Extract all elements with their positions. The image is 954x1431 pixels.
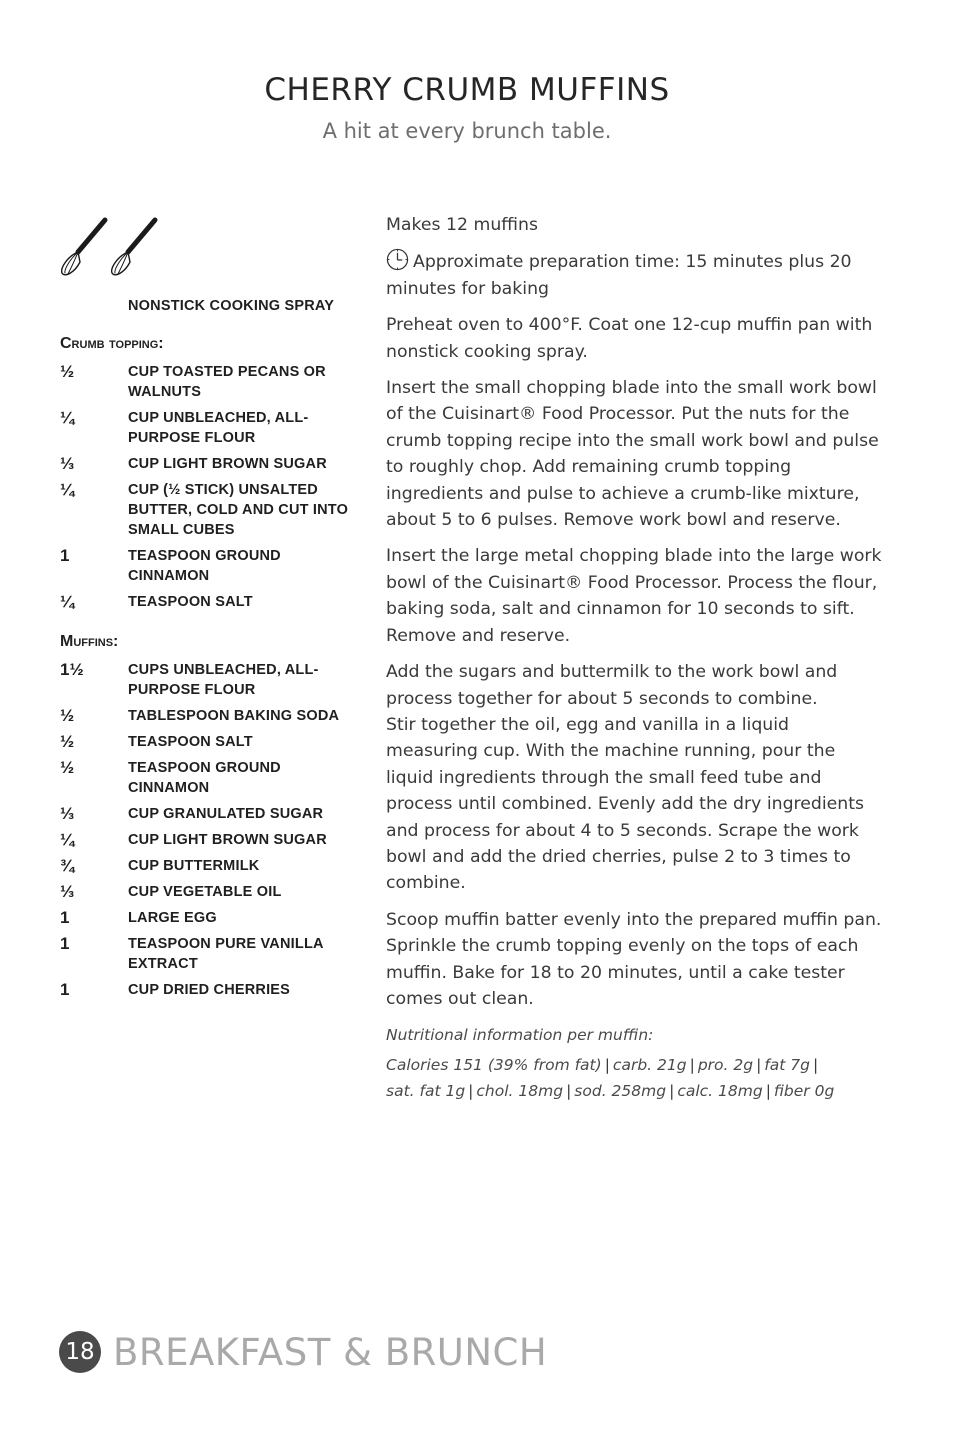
ingredient-row [60,592,350,612]
prep-time [386,248,882,302]
ingredient-row [60,908,350,928]
ingredient-row [60,804,350,824]
ingredient-row [60,546,350,586]
crumb-topping-heading: Crumb topping: [60,335,164,352]
nutrition-heading: Nutritional information per muffin: [386,1026,654,1045]
ingredient-text: CUP TOASTED PECANS OR WALNUTS [128,364,326,400]
nutrition-item: carb. 21g [612,1056,687,1075]
ingredient-qty: ¼ [60,480,75,499]
ingredient-qty: ½ [60,758,75,777]
nutrition-item: sod. 258mg [574,1082,667,1101]
ingredient-text: TEASPOON PURE VANILLA EXTRACT [128,936,324,972]
ingredient-row [60,706,350,726]
ingredient-row [60,882,350,902]
step-4b: Stir together the oil, egg and vanilla in a liquid measuring cup. With the machine running, pour the liquid ingredients through the small feed tube and process until combined. Evenly add the dry ingredients and process for about 4 to 5 seconds. Scrape the work bowl and add the dried cherries, pulse 2 to 3 times to combine. [386,714,865,894]
ingredient-text: CUP DRIED CHERRIES [128,982,291,998]
recipe-subtitle: A hit at every brunch table. [322,119,612,143]
nutrition-separator: | [468,1082,474,1101]
ingredient-text: TEASPOON GROUND CINNAMON [128,760,281,796]
chapter-name: BREAKFAST & BRUNCH [113,1330,548,1374]
ingredient-row [60,732,350,752]
page-number: 18 [59,1331,101,1373]
nutrition-separator: | [669,1082,675,1101]
nutrition-facts [386,1052,882,1104]
ingredient-text: CUP LIGHT BROWN SUGAR [128,456,327,472]
ingredient-qty: ⅓ [60,454,75,473]
step-4a: Add the sugars and buttermilk to the work bowl and process together for about 5 seconds to combine. [386,662,838,709]
ingredient-qty: 1½ [60,660,84,679]
ingredient-qty: ¼ [60,830,75,849]
ingredient-qty: ½ [60,706,75,725]
nutrition-item: sat. fat 1g [386,1082,466,1101]
nutrition-separator: | [689,1056,695,1075]
ingredient-text: TEASPOON GROUND CINNAMON [128,548,281,584]
ingredient-qty: ¾ [60,856,75,875]
ingredient-row [60,830,350,850]
ingredient-qty: ⅓ [60,804,75,823]
nutrition-item: chol. 18mg [476,1082,564,1101]
ingredient-row [60,758,350,798]
ingredient-text: CUP UNBLEACHED, ALL-PURPOSE FLOUR [128,410,309,446]
ingredient-qty: 1 [60,934,70,953]
ingredient-row [60,408,350,448]
recipe-yield: Makes 12 muffins [386,215,538,235]
ingredient-qty: ½ [60,362,75,381]
ingredient-spray: NONSTICK COOKING SPRAY [128,298,335,314]
ingredient-row [60,454,350,474]
ingredient-qty: ¼ [60,592,75,611]
clock-icon [386,248,409,271]
ingredient-qty: 1 [60,546,70,565]
ingredient-text: CUP VEGETABLE OIL [128,884,282,900]
ingredient-text: CUP GRANULATED SUGAR [128,806,324,822]
ingredient-row [60,480,350,540]
nutrition-separator: | [566,1082,572,1101]
step-5: Scoop muffin batter evenly into the prepared muffin pan. Sprinkle the crumb topping evenly on the tops of each muffin. Bake for 18 to 20 minutes, until a cake tester comes out clean. [386,909,882,1009]
muffins-list [60,660,350,1000]
step-2: Insert the small chopping blade into the small work bowl of the Cuisinart® Food Processor. Put the nuts for the crumb topping recipe into the small work bowl and pulse to roughly chop. Add remaining crumb topping ingredients and pulse to achieve a crumb-like mixture, about 5 to 6 pulses. Remove work bowl and reserve. [386,378,879,531]
nutrition-separator: | [604,1056,610,1075]
ingredients-list [60,296,350,1006]
ingredient-row [60,856,350,876]
ingredient-qty: 1 [60,980,70,999]
ingredient-row [60,980,350,1000]
nutrition-item: Calories 151 (39% from fat) [386,1056,602,1075]
ingredient-text: TEASPOON SALT [128,734,253,750]
ingredient-text: LARGE EGG [128,910,217,926]
ingredient-text: TABLESPOON BAKING SODA [128,708,340,724]
page-footer [59,1330,547,1374]
step-3: Insert the large metal chopping blade into the large work bowl of the Cuisinart® Food Processor. Process the flour, baking soda, salt and cinnamon for 10 seconds to sift. Remove and reserve. [386,546,882,646]
crumb-topping-list [60,362,350,612]
whisk-icon [56,214,162,280]
ingredient-text: CUP LIGHT BROWN SUGAR [128,832,327,848]
nutrition-separator: | [756,1056,762,1075]
ingredient-qty: ¼ [60,408,75,427]
ingredient-qty: ⅓ [60,882,75,901]
ingredient-qty: 1 [60,908,70,927]
ingredient-qty: ½ [60,732,75,751]
nutrition-item: fat 7g [764,1056,810,1075]
recipe-title: CHERRY CRUMB MUFFINS [264,72,670,108]
ingredient-text: TEASPOON SALT [128,594,253,610]
step-1: Preheat oven to 400°F. Coat one 12-cup muffin pan with nonstick cooking spray. [386,315,873,362]
directions [386,212,882,1114]
ingredient-text: CUP (½ STICK) UNSALTED BUTTER, COLD AND CUT INTO SMALL CUBES [128,482,349,538]
nutrition-separator: | [765,1082,771,1101]
ingredient-row [60,934,350,974]
muffins-heading: Muffins: [60,633,119,650]
nutrition-item: pro. 2g [697,1056,754,1075]
nutrition-item: calc. 18mg [677,1082,763,1101]
ingredient-text: CUPS UNBLEACHED, ALL-PURPOSE FLOUR [128,662,319,698]
ingredient-text: CUP BUTTERMILK [128,858,260,874]
nutrition-separator: | [812,1056,819,1075]
prep-time-text: Approximate preparation time: 15 minutes plus 20 minutes for baking [386,252,852,299]
step-4 [386,659,882,897]
ingredient-row [60,660,350,700]
nutrition-item: fiber 0g [773,1082,835,1101]
ingredient-row [60,362,350,402]
